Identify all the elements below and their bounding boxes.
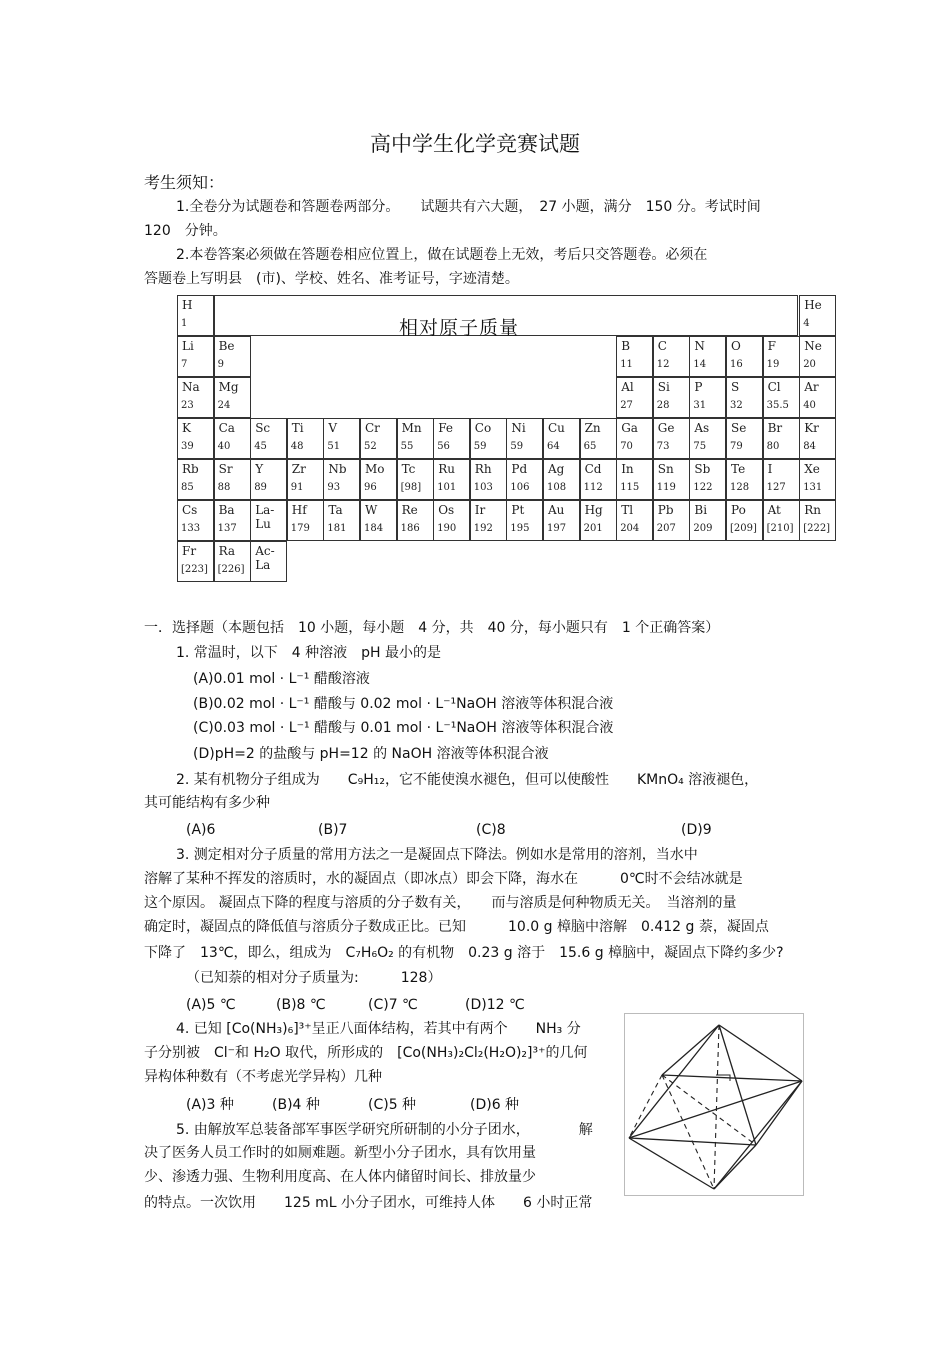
element-cell-pb — [653, 500, 690, 541]
element-mass: 96 — [364, 482, 377, 493]
element-symbol: B — [621, 339, 631, 353]
element-mass: 11 — [620, 359, 633, 370]
element-cell-na — [177, 377, 214, 418]
q3-line-3: 这个原因。 凝固点下降的程度与溶质的分子数有关， 而与溶质是何种物质无关。 当溶剂的量 — [144, 895, 737, 911]
element-symbol: Br — [767, 421, 783, 435]
element-cell-li — [177, 336, 214, 377]
element-cell-b — [616, 336, 653, 377]
element-symbol: Fe — [438, 421, 453, 435]
element-symbol: Rh — [474, 462, 492, 476]
element-cell-w — [360, 500, 397, 541]
element-symbol: Cl — [767, 380, 781, 394]
element-symbol: W — [365, 503, 378, 517]
element-symbol: K — [182, 421, 191, 435]
page-title: 高中学生化学竞赛试题 — [370, 132, 580, 156]
element-cell-y — [250, 459, 287, 500]
element-symbol: Ir — [474, 503, 486, 517]
element-mass: 122 — [693, 482, 713, 493]
element-symbol: O — [731, 339, 741, 353]
element-mass: 45 — [254, 441, 267, 452]
element-symbol: C — [657, 339, 667, 353]
q1-option-b: (B)0.02 mol · L⁻¹ 醋酸与 0.02 mol · L⁻¹NaOH 溶液等体积混合液 — [193, 696, 614, 712]
element-cell-cs — [177, 500, 214, 541]
element-symbol: Li — [182, 339, 194, 353]
element-mass: 204 — [620, 523, 640, 534]
element-cell-pd — [506, 459, 543, 500]
element-mass: 88 — [217, 482, 231, 493]
element-cell-cl — [763, 377, 800, 418]
element-cell-h — [177, 295, 214, 336]
element-cell-o — [726, 336, 763, 377]
element-cell-sr — [214, 459, 251, 500]
element-symbol: Pd — [511, 462, 528, 476]
q1-stem: 1. 常温时，以下 4 种溶液 pH 最小的是 — [176, 645, 442, 661]
q2-option-b: (B)7 — [318, 822, 348, 838]
element-symbol: Sn — [657, 462, 674, 476]
q5-line-2: 决了医务人员工作时的如厕难题。新型小分子团水，具有饮用量 — [144, 1145, 536, 1161]
element-symbol: Fr — [182, 544, 197, 558]
section1-heading: 一．选择题（本题包括 10 小题，每小题 4 分，共 40 分，每小题只有 1 个正确答案） — [144, 620, 720, 636]
element-symbol: Tc — [401, 462, 416, 476]
element-symbol: Ar — [804, 380, 819, 394]
element-symbol: Se — [731, 421, 747, 435]
element-symbol: Sr — [218, 462, 233, 476]
element-mass: 91 — [290, 482, 304, 493]
element-cell-in — [616, 459, 653, 500]
element-mass: 56 — [437, 441, 450, 452]
element-symbol: Hg — [584, 503, 603, 517]
element-cell-cu — [543, 418, 580, 459]
element-mass: 55 — [400, 441, 414, 452]
element-mass: 207 — [656, 523, 676, 534]
element-cell-ba — [214, 500, 251, 541]
element-mass: 40 — [803, 400, 816, 411]
element-cell-sn — [653, 459, 690, 500]
element-cell-p — [689, 377, 726, 418]
q4-line-2: 子分别被 Cl⁻和 H₂O 取代，所形成的 [Co(NH₃)₂Cl₂(H₂O)₂]³⁺的几何 — [144, 1045, 588, 1061]
element-mass: 52 — [364, 441, 377, 452]
octahedron-figure — [624, 1013, 804, 1196]
element-symbol: Pt — [511, 503, 525, 517]
element-mass: [209] — [730, 523, 757, 534]
element-cell-n — [689, 336, 726, 377]
element-mass: 23 — [181, 400, 194, 411]
element-mass: 73 — [656, 441, 670, 452]
q5-line-3: 少、渗透力强、生物利用度高、在人体内储留时间长、排放量少 — [144, 1169, 536, 1185]
element-mass: 14 — [693, 359, 707, 370]
element-symbol: He — [804, 298, 822, 312]
element-mass: 89 — [254, 482, 267, 493]
q1-option-a: (A)0.01 mol · L⁻¹ 醋酸溶液 — [193, 671, 370, 687]
edge — [629, 1025, 719, 1138]
notice-line-1: 1.全卷分为试题卷和答题卷两部分。 试题共有六大题， 27 小题，满分 150 分。考试时间 — [176, 199, 761, 215]
element-cell-te — [726, 459, 763, 500]
element-mass: 85 — [181, 482, 194, 493]
element-mass: 197 — [547, 523, 567, 534]
element-mass: 64 — [547, 441, 560, 452]
q2-option-a: (A)6 — [186, 822, 216, 838]
q3-line-6: （已知萘的相对分子质量为: 128） — [186, 970, 442, 986]
element-symbol: Na — [182, 380, 200, 394]
edge — [662, 1075, 714, 1189]
element-cell-i — [763, 459, 800, 500]
element-cell-ta — [323, 500, 360, 541]
element-cell-ti — [287, 418, 324, 459]
element-mass: 7 — [181, 359, 188, 370]
element-cell-he — [799, 295, 836, 336]
element-symbol: La-Lu — [255, 503, 275, 531]
element-mass: [210] — [766, 523, 794, 534]
element-symbol: Cs — [182, 503, 198, 517]
element-cell-fr — [177, 541, 214, 582]
element-cell-rh — [470, 459, 507, 500]
axis — [629, 1081, 802, 1138]
q3-line-5: 下降了 13℃，即么，组成为 C₇H₆O₂ 的有机物 0.23 g 溶于 15.6 g 樟脑中，凝固点下降约多少? — [144, 945, 784, 961]
element-symbol: Al — [621, 380, 634, 394]
element-cell-ir — [470, 500, 507, 541]
q4-line-3: 异构体种数有（不考虑光学异构）几种 — [144, 1069, 382, 1085]
element-symbol: Mo — [365, 462, 385, 476]
q3-option-d: (D)12 ℃ — [465, 997, 525, 1013]
q1-option-c: (C)0.03 mol · L⁻¹ 醋酸与 0.01 mol · L⁻¹NaOH 溶液等体积混合液 — [193, 720, 614, 736]
element-mass: 20 — [803, 359, 816, 370]
q3-option-c: (C)7 ℃ — [368, 997, 418, 1013]
element-symbol: S — [731, 380, 740, 394]
element-cell-hg — [580, 500, 617, 541]
element-mass: 137 — [217, 523, 237, 534]
element-cell-ar — [799, 377, 836, 418]
element-cell-tc — [397, 459, 434, 500]
element-cell-ag — [543, 459, 580, 500]
element-symbol: I — [767, 462, 773, 476]
element-mass: 186 — [400, 523, 420, 534]
element-symbol: Y — [255, 462, 264, 476]
element-mass: 59 — [473, 441, 487, 452]
element-mass: 4 — [803, 318, 810, 329]
edge — [719, 1025, 756, 1145]
element-mass: 190 — [437, 523, 457, 534]
element-mass: 179 — [290, 523, 310, 534]
element-mass: 119 — [656, 482, 676, 493]
notice-line-2: 120 分钟。 — [144, 223, 227, 239]
element-mass: 108 — [547, 482, 567, 493]
element-symbol: Mg — [218, 380, 239, 394]
element-symbol: Tl — [621, 503, 634, 517]
element-cell-ne — [799, 336, 836, 377]
element-symbol: N — [694, 339, 705, 353]
element-cell-kr — [799, 418, 836, 459]
element-mass: 201 — [583, 523, 603, 534]
element-mass: 1 — [181, 318, 188, 329]
element-cell-ra — [214, 541, 251, 582]
element-mass: 70 — [620, 441, 633, 452]
element-symbol: Xe — [804, 462, 820, 476]
element-symbol: Si — [657, 380, 670, 394]
element-mass: 93 — [327, 482, 341, 493]
element-mass: 32 — [730, 400, 743, 411]
element-cell-la-lu — [250, 500, 287, 541]
q4-line-1: 4. 已知 [Co(NH₃)₆]³⁺呈正八面体结构，若其中有两个 NH₃ 分 — [176, 1021, 581, 1037]
q2-option-c: (C)8 — [476, 822, 506, 838]
edge — [714, 1081, 802, 1189]
element-symbol: Zr — [291, 462, 306, 476]
element-mass: 192 — [473, 523, 493, 534]
q2-stem-1: 2. 某有机物分子组成为 C₉H₁₂，它不能使溴水褪色，但可以使酸性 KMnO₄ 溶液褪色， — [176, 772, 759, 788]
q5-line-1: 5. 由解放军总装备部军事医学研究所研制的小分子团水， 解 — [176, 1122, 593, 1138]
element-symbol: At — [767, 503, 781, 517]
element-mass: 51 — [327, 441, 341, 452]
element-symbol: Cu — [548, 421, 565, 435]
element-symbol: As — [694, 421, 710, 435]
q3-option-b: (B)8 ℃ — [276, 997, 326, 1013]
element-symbol: Ni — [511, 421, 526, 435]
element-mass: 128 — [730, 482, 750, 493]
q5-line-4: 的特点。一次饮用 125 mL 小分子团水，可维持人体 6 小时正常 — [144, 1195, 593, 1211]
q2-option-d: (D)9 — [681, 822, 712, 838]
element-symbol: Bi — [694, 503, 708, 517]
q3-option-a: (A)5 ℃ — [186, 997, 236, 1013]
element-mass: 27 — [620, 400, 633, 411]
element-mass: 39 — [181, 441, 194, 452]
element-mass: 209 — [693, 523, 713, 534]
element-cell-ac-la — [250, 541, 287, 582]
element-mass: 9 — [217, 359, 224, 370]
element-cell-ca — [214, 418, 251, 459]
periodic-table — [177, 295, 837, 585]
element-symbol: Kr — [804, 421, 819, 435]
element-cell-hf — [287, 500, 324, 541]
element-symbol: Co — [474, 421, 492, 435]
edge — [719, 1025, 802, 1081]
element-mass: 103 — [473, 482, 493, 493]
element-cell-al — [616, 377, 653, 418]
axis — [662, 1075, 756, 1145]
element-symbol: Cd — [584, 462, 602, 476]
element-cell-br — [763, 418, 800, 459]
element-cell-au — [543, 500, 580, 541]
element-cell-s — [726, 377, 763, 418]
element-mass: 115 — [620, 482, 640, 493]
element-mass: 35.5 — [766, 400, 789, 411]
element-symbol: Ca — [218, 421, 235, 435]
element-symbol: Nb — [328, 462, 347, 476]
notice-line-3: 2.本卷答案必须做在答题卷相应位置上，做在试题卷上无效，考后只交答题卷。必须在 — [176, 247, 708, 263]
element-mass: 16 — [730, 359, 743, 370]
element-mass: 19 — [766, 359, 780, 370]
element-mass: 79 — [730, 441, 743, 452]
element-symbol: P — [694, 380, 703, 394]
element-mass: 75 — [693, 441, 707, 452]
element-symbol: Ta — [328, 503, 343, 517]
element-symbol: Os — [438, 503, 455, 517]
element-cell-f — [763, 336, 800, 377]
element-mass: 127 — [766, 482, 786, 493]
element-cell-ga — [616, 418, 653, 459]
element-cell-as — [689, 418, 726, 459]
element-cell-cr — [360, 418, 397, 459]
q4-option-a: (A)3 种 — [186, 1097, 234, 1113]
element-cell-cd — [580, 459, 617, 500]
element-cell-mg — [214, 377, 251, 418]
element-symbol: Re — [401, 503, 418, 517]
q3-line-4: 确定时，凝固点的降低值与溶质分子数成正比。已知 10.0 g 樟脑中溶解 0.412 g 萘，凝固点 — [144, 919, 769, 935]
element-symbol: Cr — [365, 421, 380, 435]
edge — [662, 1025, 719, 1075]
element-symbol: Ba — [218, 503, 235, 517]
element-symbol: Mn — [401, 421, 422, 435]
element-symbol: Ag — [548, 462, 565, 476]
element-symbol: Au — [548, 503, 565, 517]
element-symbol: Be — [218, 339, 235, 353]
q4-option-b: (B)4 种 — [272, 1097, 320, 1113]
edge — [756, 1081, 802, 1145]
element-cell-c — [653, 336, 690, 377]
element-cell-po — [726, 500, 763, 541]
element-mass: 133 — [181, 523, 201, 534]
element-mass: 59 — [510, 441, 524, 452]
figure-frame — [625, 1014, 804, 1196]
element-cell-ni — [506, 418, 543, 459]
q3-line-2: 溶解了某种不挥发的溶质时，水的凝固点（即冰点）即会下降，海水在 0℃时不会结冰就是 — [144, 871, 743, 887]
element-cell-pt — [506, 500, 543, 541]
element-mass: 84 — [803, 441, 816, 452]
element-mass: 24 — [217, 400, 231, 411]
notice-line-4: 答题卷上写明县 (市)、学校、姓名、准考证号，字迹清楚。 — [144, 271, 519, 287]
element-mass: 195 — [510, 523, 530, 534]
element-cell-fe — [433, 418, 470, 459]
element-cell-ru — [433, 459, 470, 500]
element-mass: [226] — [217, 564, 245, 575]
element-symbol: Ac-La — [255, 544, 275, 572]
element-cell-v — [323, 418, 360, 459]
element-mass: 101 — [437, 482, 457, 493]
element-mass: 40 — [217, 441, 231, 452]
element-mass: [223] — [181, 564, 208, 575]
q4-option-d: (D)6 种 — [470, 1097, 520, 1113]
element-cell-os — [433, 500, 470, 541]
element-mass: 184 — [364, 523, 384, 534]
element-mass: 12 — [656, 359, 670, 370]
element-cell-rb — [177, 459, 214, 500]
element-symbol: H — [182, 298, 193, 312]
edge — [662, 1075, 802, 1081]
element-mass: [98] — [400, 482, 422, 493]
edge — [714, 1145, 756, 1189]
element-symbol: Po — [731, 503, 746, 517]
axis — [714, 1025, 719, 1189]
element-symbol: In — [621, 462, 634, 476]
element-mass: 31 — [693, 400, 707, 411]
element-symbol: Hf — [291, 503, 307, 517]
element-symbol: Ru — [438, 462, 455, 476]
element-symbol: Ga — [621, 421, 638, 435]
q3-line-1: 3. 测定相对分子质量的常用方法之一是凝固点下降法。例如水是常用的溶剂，当水中 — [176, 847, 698, 863]
element-cell-xe — [799, 459, 836, 500]
edge — [629, 1138, 714, 1189]
element-mass: 106 — [510, 482, 530, 493]
element-cell-zr — [287, 459, 324, 500]
element-cell-nb — [323, 459, 360, 500]
element-mass: 181 — [327, 523, 347, 534]
element-symbol: Ti — [291, 421, 304, 435]
element-cell-k — [177, 418, 214, 459]
element-cell-sc — [250, 418, 287, 459]
element-cell-sb — [689, 459, 726, 500]
element-cell-at — [763, 500, 800, 541]
element-mass: 80 — [766, 441, 780, 452]
element-symbol: Rb — [182, 462, 199, 476]
element-mass: 28 — [656, 400, 670, 411]
element-symbol: Ra — [218, 544, 236, 558]
element-mass: 131 — [803, 482, 823, 493]
element-symbol: Ne — [804, 339, 822, 353]
element-symbol: Te — [731, 462, 746, 476]
element-cell-tl — [616, 500, 653, 541]
element-cell-re — [397, 500, 434, 541]
element-cell-co — [470, 418, 507, 459]
element-mass: 65 — [583, 441, 597, 452]
element-symbol: Zn — [584, 421, 601, 435]
element-symbol: Sb — [694, 462, 711, 476]
element-mass: 112 — [583, 482, 603, 493]
element-cell-zn — [580, 418, 617, 459]
element-cell-ge — [653, 418, 690, 459]
q1-option-d: (D)pH=2 的盐酸与 pH=12 的 NaOH 溶液等体积混合液 — [193, 746, 549, 762]
notice-heading: 考生须知： — [144, 173, 225, 192]
element-cell-mn — [397, 418, 434, 459]
periodic-table-title: 相对原子质量 — [399, 317, 520, 339]
element-mass: [222] — [803, 523, 831, 534]
element-symbol: F — [767, 339, 776, 353]
q2-stem-2: 其可能结构有多少种 — [144, 795, 270, 811]
element-symbol: Ge — [657, 421, 675, 435]
element-mass: 48 — [290, 441, 304, 452]
element-symbol: Rn — [804, 503, 821, 517]
q4-option-c: (C)5 种 — [368, 1097, 417, 1113]
element-symbol: V — [328, 421, 338, 435]
element-cell-bi — [689, 500, 726, 541]
element-cell-si — [653, 377, 690, 418]
element-cell-be — [214, 336, 251, 377]
element-symbol: Pb — [657, 503, 674, 517]
element-cell-rn — [799, 500, 836, 541]
element-symbol: Sc — [255, 421, 271, 435]
element-cell-se — [726, 418, 763, 459]
element-cell-mo — [360, 459, 397, 500]
